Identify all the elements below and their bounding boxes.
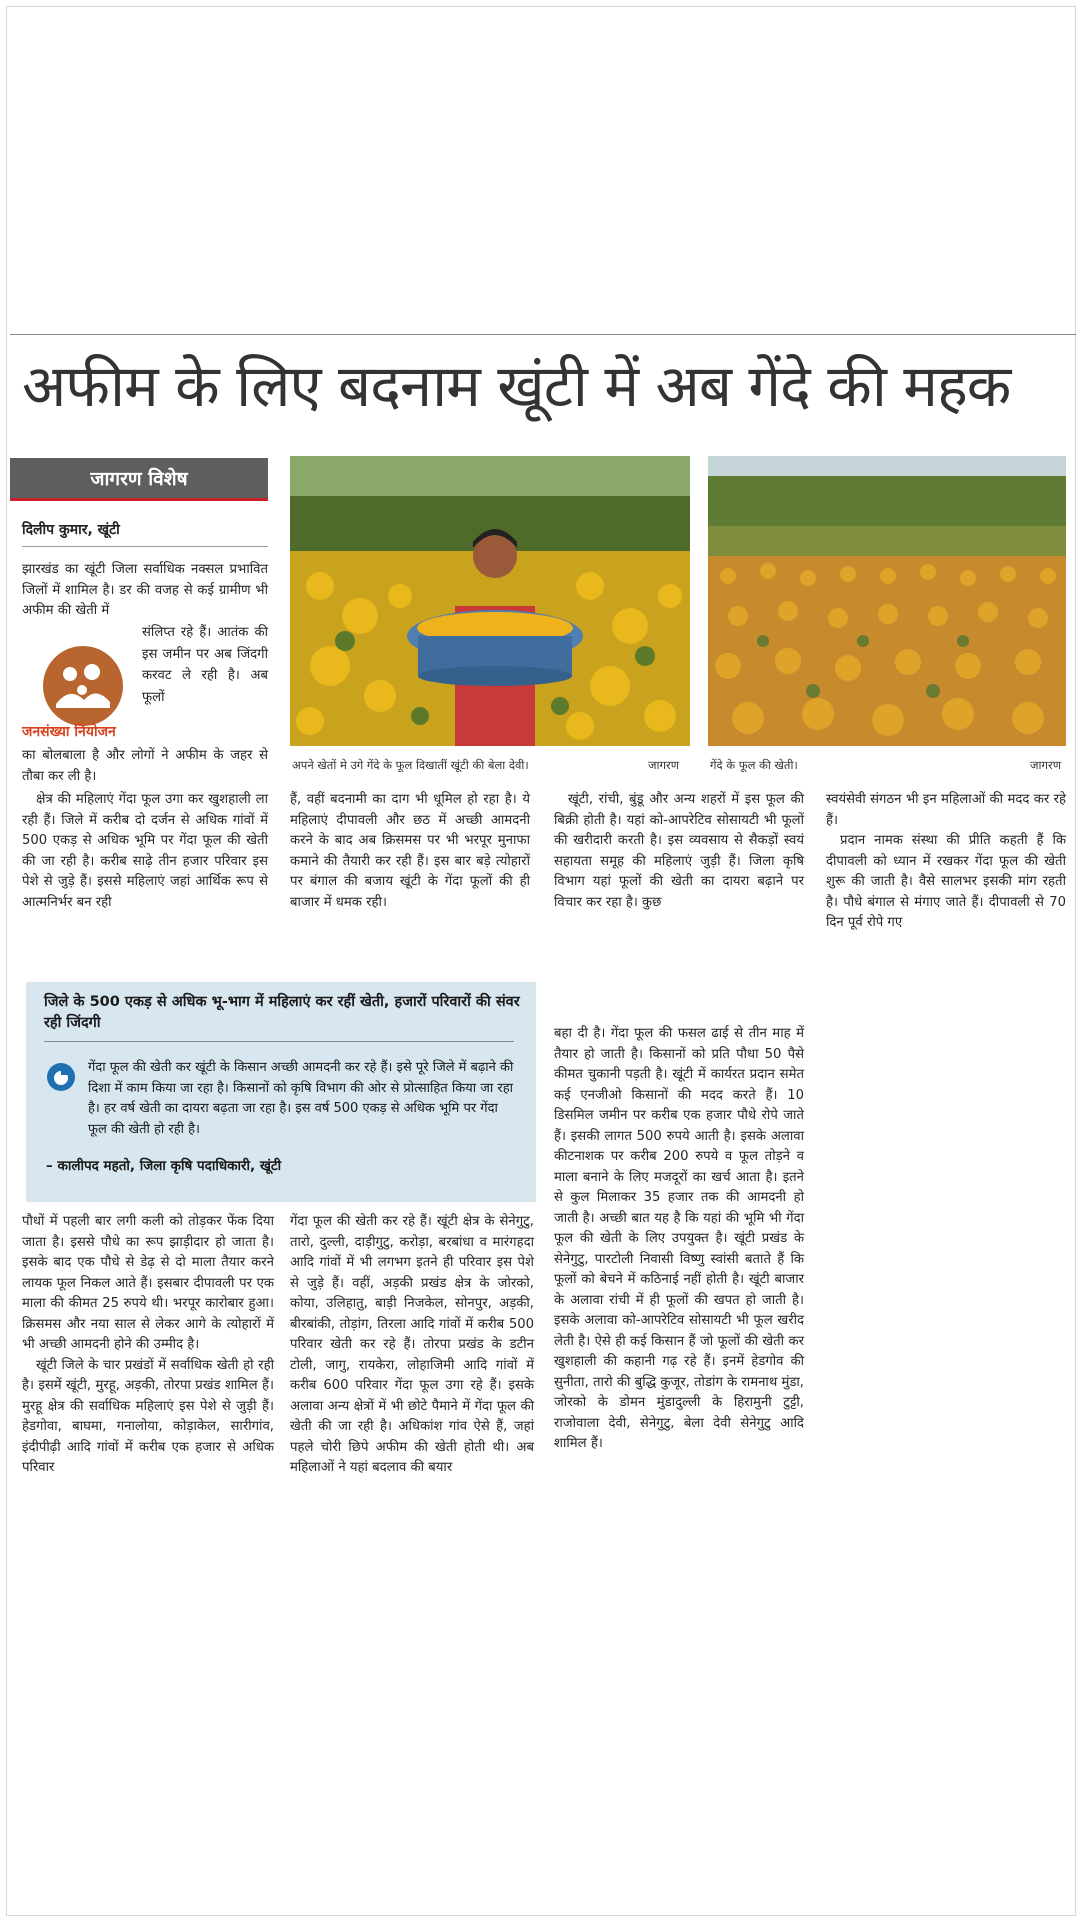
photo-woman-basket <box>290 456 690 746</box>
intro-bottom: का बोलबाला है और लोगों ने अफीम के जहर से तौबा कर ली है। <box>22 748 268 784</box>
intro-top: झारखंड का खूंटी जिला सर्वाधिक नक्सल प्रभावित जिलों में शामिल है। डर की वजह से कई ग्रामीण भी अफीम की खेती में <box>22 562 268 618</box>
section-label: जागरण विशेष <box>10 458 268 501</box>
photo2-credit: जागरण <box>1030 758 1062 772</box>
bottom-col1-p1: पौधों में पहली बार लगी कली को तोड़कर फेंक दिया जाता है। इससे पौधे का रूप झाड़ीदार हो जाता है। इसके बाद एक पौधे से डेढ़ से दो माला तैयार करने लायक फूल निकल आते हैं। इसबार दीपावली पर एक माला की कीमत 25 रुपये थी। भरपूर कारोबार हुआ। क्रिसमस और नया साल से लेकर आगे के त्योहारों में भी अच्छी आमदनी होने की उम्मीद है। <box>22 1214 274 1352</box>
intro-p2: क्षेत्र की महिलाएं गेंदा फूल उगा कर खुशहाली ला रही हैं। जिले में करीब दो दर्जन से अधिक गांवों में 500 एकड़ से अधिक भूमि पर गेंदा फूल की खेती की जा रही है। करीब साढ़े तीन हजार परिवार इस पेशे से जुड़े हैं। इससे महिलाएं जहां आर्थिक रूप से आत्मनिर्भर बन रही <box>22 792 268 910</box>
headline: अफीम के लिए बदनाम खूंटी में अब गेंदे की महक <box>22 352 1011 420</box>
photo-marigold-field <box>708 456 1066 746</box>
pullbox-title: जिले के 500 एकड़ से अधिक भू-भाग में महिलाएं कर रहीं खेती, हजारों परिवारों की संवर रही जिंदगी <box>44 994 520 1031</box>
bottom-col1 <box>22 1212 274 1479</box>
col3-top: खूंटी, रांची, बुंडू और अन्य शहरों में इस फूल की बिक्री होती है। यहां को-आपरेटिव सोसायटी भी फूलों की खरीदारी करती है। इस व्यवसाय से सैकड़ों स्वयं सहायता समूह की महिलाएं जुड़ी हैं। जिला कृषि विभाग यहां फूलों की खेती का दायरा बढ़ाने पर विचार कर रहा है। कुछ <box>554 792 804 910</box>
family-planning-logo <box>40 644 126 728</box>
pullbox-attribution: – कालीपद महतो, जिला कृषि पदाधिकारी, खूंटी <box>46 1158 282 1174</box>
family-icon <box>40 644 126 728</box>
col4-p1: स्वयंसेवी संगठन भी इन महिलाओं की मदद कर रहे हैं। <box>826 792 1066 828</box>
pullbox-quote: गेंदा फूल की खेती कर खूंटी के किसान अच्छी आमदनी कर रहे हैं। इसे पूरे जिले में बढ़ाने की दिशा में काम किया जा रहा है। किसानों को कृषि विभाग की ओर से प्रोत्साहित किया जा रहा है। हर वर्ष खेती का दायरा बढ़ता जा रहा है। इस वर्ष 500 एकड़ से अधिक भूमि पर गेंदा फूल की खेती हो रही है। <box>88 1060 514 1137</box>
intro-wrap: संलिप्त रहे हैं। आतंक की इस जमीन पर अब जिंदगी करवट ले रही है। अब फूलों <box>142 625 268 705</box>
photo2-caption: गेंदे के फूल की खेती। <box>710 758 798 772</box>
bottom-col1-p2: खूंटी जिले के चार प्रखंडों में सर्वाधिक खेती हो रही है। इसमें खूंटी, मुरहू, अड़की, तोरपा प्रखंड शामिल हैं। मुरहू क्षेत्र की सर्वाधिक महिलाएं इस पेशे से जुड़ी हैं। हेडगोवा, बाघमा, गनालोया, कोड़ाकेल, सारीगांव, इंदीपीढ़ी आदि गांवों में करीब एक हजार से अधिक परिवार <box>22 1357 274 1475</box>
col2-top: हैं, वहीं बदनामी का दाग भी धूमिल हो रहा है। ये महिलाएं दीपावली और छठ में अच्छी आमदनी करने के बाद अब क्रिसमस पर भी भरपूर मुनाफा कमाने की तैयारी कर रही हैं। इस बार बड़े त्योहारों पर बंगाल की बजाय खूंटी के गेंदा फूलों की ही बाजार में धमक रही। <box>290 792 530 910</box>
logo-label: जनसंख्या नियोजन <box>22 724 116 740</box>
page-frame <box>6 6 1076 1916</box>
quote-icon <box>46 1062 76 1092</box>
byline-rule <box>22 546 268 547</box>
pullbox-rule <box>44 1041 514 1042</box>
photo1-credit: जागरण <box>648 758 680 772</box>
col4-top <box>826 790 1066 934</box>
top-rule <box>10 334 1076 335</box>
byline: दिलीप कुमार, खूंटी <box>22 522 120 538</box>
photo1-caption: अपने खेतों मे उगे गेंदे के फूल दिखातीं खूंटी की बेला देवी। <box>292 758 529 772</box>
bottom-col2: गेंदा फूल की खेती कर रहे हैं। खूंटी क्षेत्र के सेनेगुटु, तारो, दुल्ली, दाड़ीगुटु, करोड़ा, बरबांधा व मारंगहदा आदि गांवों में भी लगभग इतने ही परिवार इस पेशे से जुड़े हैं। वहीं, अड़की प्रखंड क्षेत्र के जोरको, कोया, उलिहातु, बाड़ी निजकेल, सोनपुर, अड़की, बीरबांकी, तोड़ांग, तिरला आदि गांवों में करीब 500 परिवार खेती कर रहे हैं। तोरपा प्रखंड के डटीन टोली, जागु, रायकेरा, लोहाजिमी आदि गांवों में करीब 600 परिवार गेंदा फूल उगा रहे हैं। इसके अलावा अन्य क्षेत्रों में भी छोटे पैमाने में गेंदा फूल की खेती की जा रही है। अधिकांश गांव ऐसे हैं, जहां पहले चोरी छिपे अफीम की खेती होती थी। अब महिलाओं ने यहां बदलाव की बयार <box>290 1214 534 1475</box>
bottom-col3: बहा दी है। गेंदा फूल की फसल ढाई से तीन माह में तैयार हो जाती है। किसानों को प्रति पौधा 50 पैसे कीमत चुकानी पड़ती है। खूंटी में कार्यरत प्रदान समेत कई एनजीओ किसानों की मदद करते हैं। 10 डिसमिल जमीन पर करीब एक हजार पौधे रोपे जाते हैं। इसकी लागत 500 रुपये आती है। इसके अलावा कीटनाशक पर करीब 200 रुपये व फूल तोड़ने व माला बनाने के लिए मजदूरों का खर्च आता है। इतने से कुल मिलाकर 35 हजार तक की आमदनी हो जाती है। अच्छी बात यह है कि यहां की भूमि भी गेंदा फूल की खेती के लिए उपयुक्त है। खूंटी प्रखंड के सेनेगुटु, पारटोली निवासी विष्णु स्वांसी बताते हैं कि फूलों को बेचने में कठिनाई नहीं होती है। खूंटी बाजार के अलावा रांची में ही फूलों की खपत हो जाती है। इसके अलावा को-आपरेटिव सोसायटी भी फूल खरीद लेती है। ऐसे ही कई किसान हैं जो फूलों की खेती कर खुशहाली की कहानी गढ़ रहे हैं। इनमें हेडगोव की सुनीता, तारो की बुद्धि कुजूर, तोडांग के रामनाथ मुंडा, जोरको के डोमन मुंडादुल्ली के हिरामुनी टुट्टी, राजोवाला देवी, सेनेगुटु, बेला देवी सेनेगुटु आदि शामिल हैं। <box>554 1026 804 1451</box>
col4-p2: प्रदान नामक संस्था की प्रीति कहती हैं कि दीपावली को ध्यान में रखकर गेंदा फूल की खेती शुरू की जाती है। वैसे सालभर इसकी मांग रहती है। पौधे बंगाल से मंगाए जाते हैं। दीपावली से 70 दिन पूर्व रोपे गए <box>826 833 1066 930</box>
